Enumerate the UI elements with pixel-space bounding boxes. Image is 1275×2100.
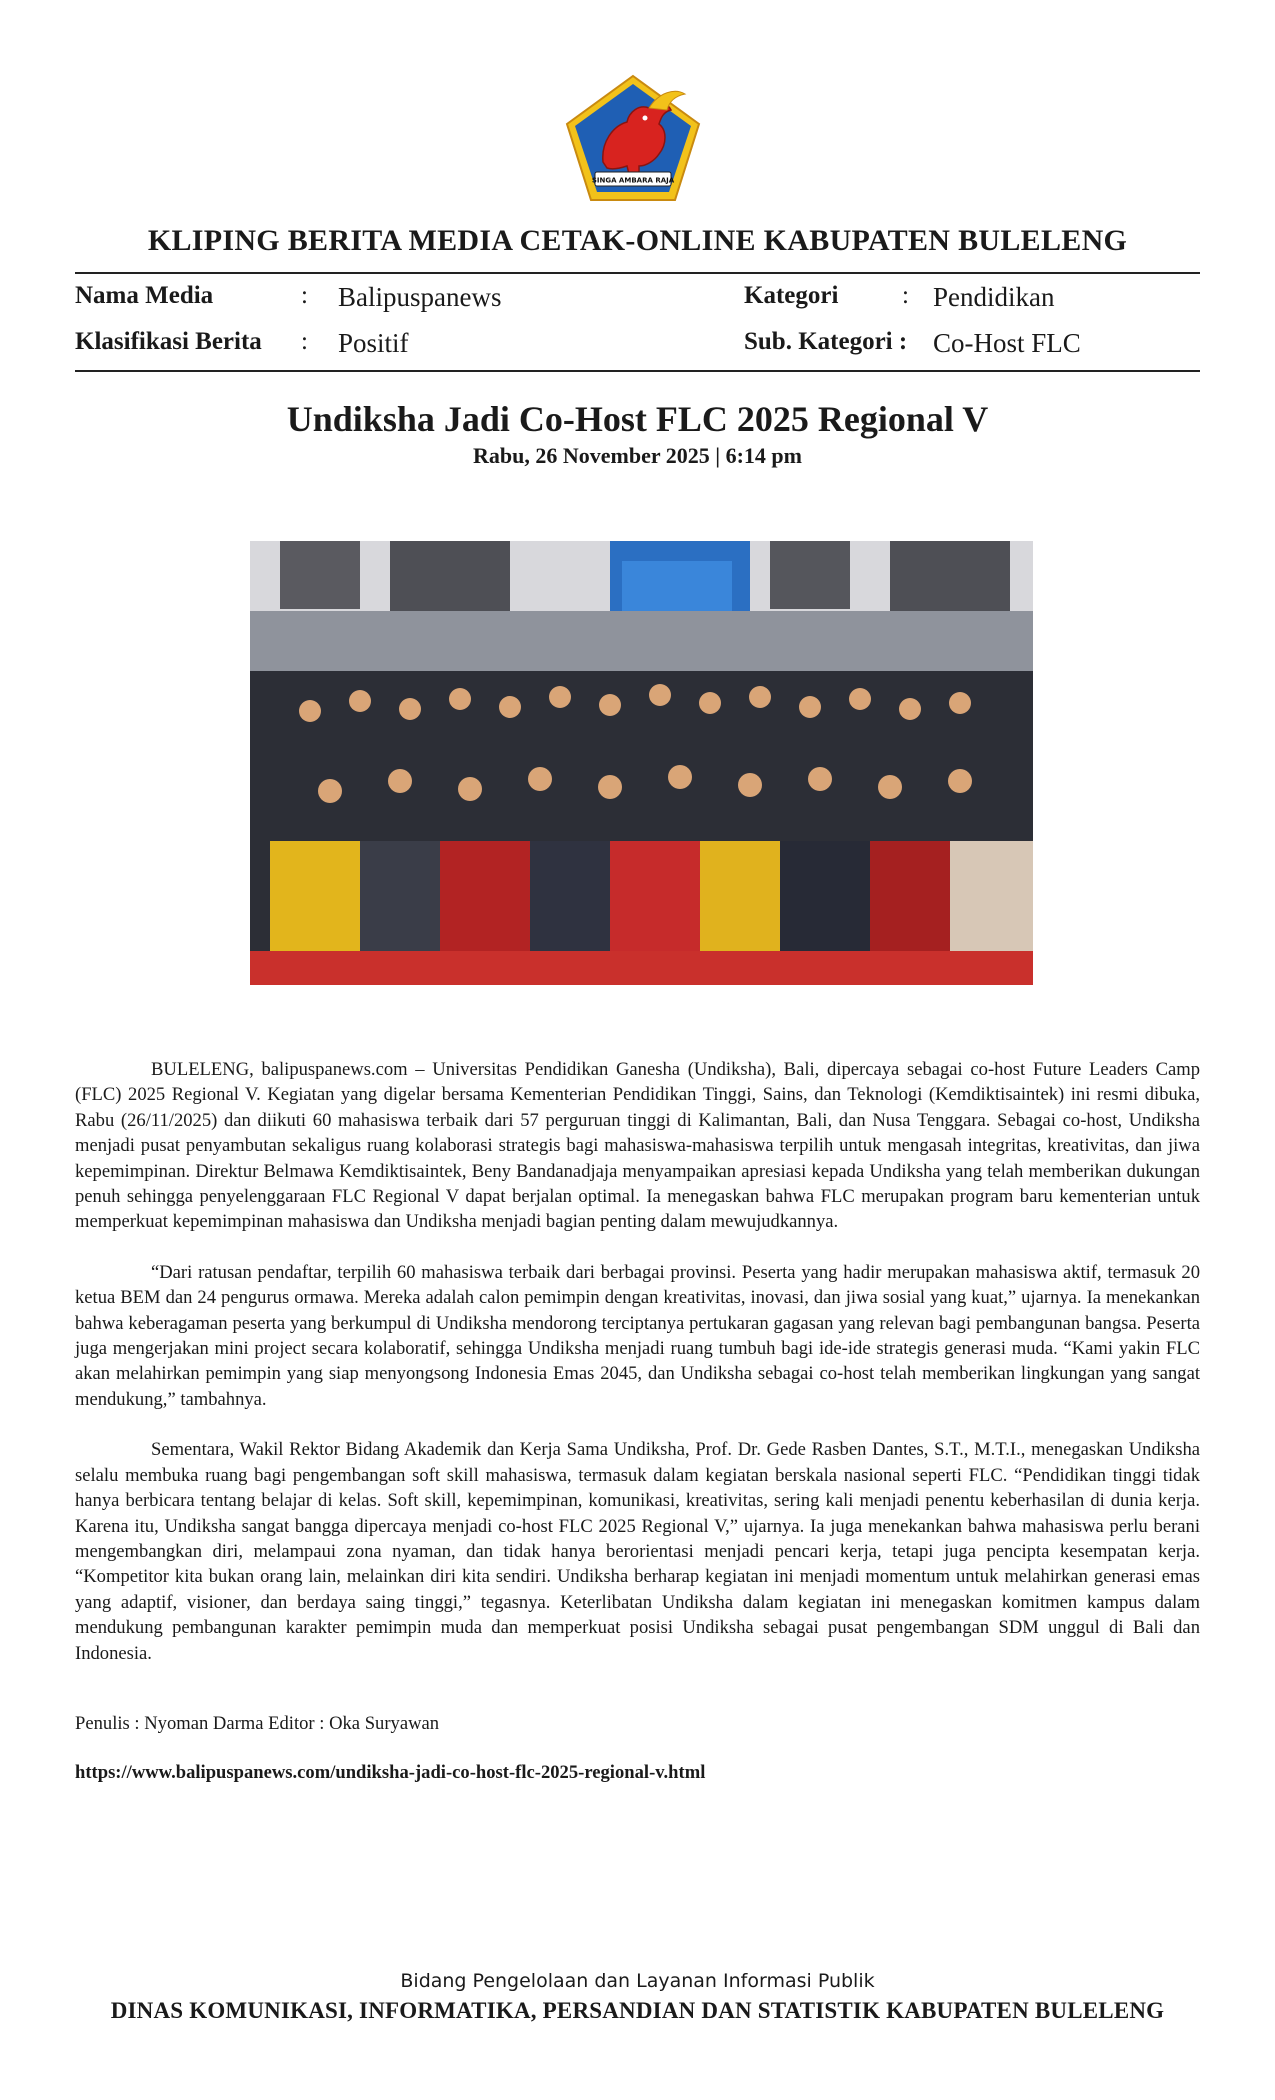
header-divider-top — [75, 272, 1200, 274]
article-credits: Penulis : Nyoman Darma Editor : Oka Suryawan — [75, 1713, 440, 1734]
sub-category-label: Sub. Kategori : — [744, 328, 908, 355]
article-paragraph: BULELENG, balipuspanews.com – Universitas Pendidikan Ganesha (Undiksha), Bali, dipercaya sebagai co-host Future Leaders Camp (FLC) 2025 Regional V. Kegiatan yang digelar bersama Kementerian Pendidikan Tinggi, Sains, dan Teknologi (Kemdiktisaintek) ini resmi dibuka, Rabu (26/11/2025) dan diikuti 60 mahasiswa terbaik dari 57 perguruan tinggi di Kalimantan, Bali, dan Nusa Tenggara. Sebagai co-host, Undiksha menjadi pusat penyambutan sekaligus ruang kolaborasi strategis bagi mahasiswa-mahasiswa terpilih untuk mengasah integritas, kreativitas, dan jiwa kepemimpinan. Direktur Belmawa Kemdiktisaintek, Beny Bandanadjaja menyampaikan apresiasi kepada Undiksha yang telah memberikan dukungan penuh sehingga penyelenggaraan FLC Regional V dapat berjalan optimal. Ia menegaskan bahwa FLC merupakan program baru kementerian untuk memperkuat kepemimpinan mahasiswa dan Undiksha menjadi bagian penting dalam mewujudkannya. — [75, 1059, 1200, 1233]
header-divider-bottom — [75, 370, 1200, 372]
media-name-value: Balipuspanews — [338, 282, 502, 312]
singa-ambara-raja-logo — [563, 74, 703, 202]
media-name-colon: : — [301, 282, 308, 309]
classification-colon: : — [301, 328, 308, 355]
category-label: Kategori — [744, 282, 839, 309]
clipping-header-title: KLIPING BERITA MEDIA CETAK-ONLINE KABUPATEN BULELENG — [147, 224, 1128, 257]
footer-department: Bidang Pengelolaan dan Layanan Informasi Publik — [400, 1970, 875, 1992]
footer-agency: DINAS KOMUNIKASI, INFORMATIKA, PERSANDIAN DAN STATISTIK KABUPATEN BULELENG — [110, 1998, 1165, 2023]
category-colon: : — [902, 282, 909, 309]
category-value: Pendidikan — [933, 282, 1055, 312]
article-body — [75, 1057, 1200, 1691]
classification-value: Positif — [338, 328, 409, 358]
source-link[interactable]: https://www.balipuspanews.com/undiksha-jadi-co-host-flc-2025-regional-v.html — [75, 1762, 706, 1783]
article-title: Undiksha Jadi Co-Host FLC 2025 Regional V — [286, 399, 989, 439]
article-date: Rabu, 26 November 2025 | 6:14 pm — [473, 443, 802, 468]
media-name-label: Nama Media — [75, 282, 214, 309]
article-photo — [250, 541, 1033, 985]
crest-icon — [563, 74, 703, 202]
article-paragraph: “Dari ratusan pendaftar, terpilih 60 mahasiswa terbaik dari berbagai provinsi. Peserta yang hadir merupakan mahasiswa aktif, termasuk 20 ketua BEM dan 24 pengurus ormawa. Mereka adalah calon pemimpin dengan kreativitas, inovasi, dan jiwa sosial yang kuat,” ujarnya. Ia menekankan bahwa keberagaman peserta yang berkumpul di Undiksha mendorong terciptanya pertukaran gagasan yang relevan bagi pembangunan bangsa. Peserta juga mengerjakan mini project secara kolaboratif, sehingga Undiksha menjadi ruang tumbuh bagi ide-ide strategis generasi muda. “Kami yakin FLC akan melahirkan pemimpin yang siap menyongsong Indonesia Emas 2045, dan Undiksha sebagai co-host telah memberikan lingkungan yang sangat mendukung,” tambahnya. — [75, 1261, 1200, 1410]
logo-text: SINGA AMBARA RAJA — [591, 176, 675, 185]
group-photo-icon — [250, 541, 1033, 985]
article-paragraph: Sementara, Wakil Rektor Bidang Akademik dan Kerja Sama Undiksha, Prof. Dr. Gede Rasben Dantes, S.T., M.T.I., menegaskan Undiksha selalu membuka ruang bagi pengembangan soft skill mahasiswa, termasuk dalam kegiatan berskala nasional seperti FLC. “Pendidikan tinggi tidak hanya berbicara tentang belajar di kelas. Soft skill, kepemimpinan, komunikasi, kreativitas, sering kali menjadi penentu keberhasilan di dunia kerja. Karena itu, Undiksha sangat bangga dipercaya menjadi co-host FLC 2025 Regional V,” ujarnya. Ia juga menekankan bahwa mahasiswa perlu berani mengembangkan diri, melampaui zona nyaman, dan tidak hanya berorientasi menjadi pencari kerja, tetapi juga pencipta kesempatan kerja. “Kompetitor kita bukan orang lain, melainkan diri kita sendiri. Undiksha berharap kegiatan ini menjadi momentum untuk melahirkan generasi emas yang adaptif, visioner, dan berdaya saing tinggi,” tegasnya. Keterlibatan Undiksha dalam kegiatan ini menegaskan komitmen kampus dalam mendukung pembangunan karakter pemimpin muda dan memperkuat posisi Undiksha sebagai pusat pengembangan SDM unggul di Bali dan Indonesia. — [75, 1439, 1200, 1664]
classification-label: Klasifikasi Berita — [75, 328, 262, 355]
sub-category-value: Co-Host FLC — [933, 328, 1081, 358]
